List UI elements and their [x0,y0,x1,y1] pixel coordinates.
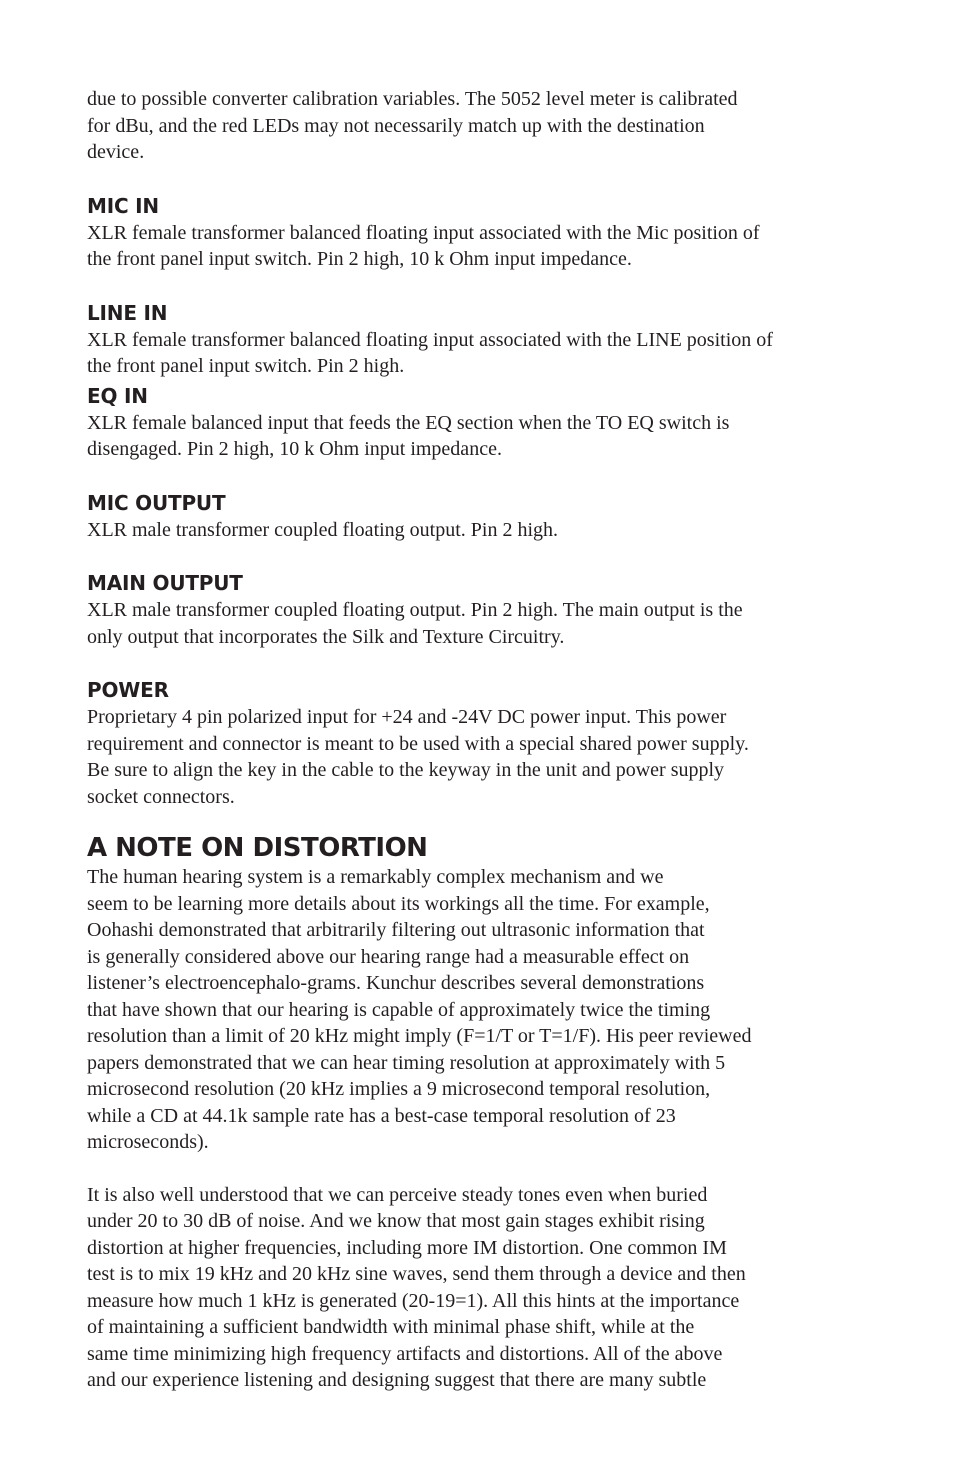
power-heading: POWER [87,678,169,702]
distortion-paragraph-1: The human hearing system is a remarkably complex mechanism and we seem to be learning more details about its workings all the time. For example, Oohashi demonstrated that arbitrarily filtering out ultrasonic information that is generally considered above our hearing range had a measurable effect on listener’s electroencephalo-grams. Kunchur describes several demonstrations that have shown that our hearing is capable of approximately twice the timing resolution than a limit of 20 kHz might imply (F=1/T or T=1/F). His peer reviewed papers demonstrated that we can hear timing resolution at approximately with 5 microsecond resolution (20 kHz implies a 9 microsecond temporal resolution, while a CD at 44.1k sample rate has a best-case temporal resolution of 23 microseconds). [87,866,752,1153]
distortion-paragraph-2: It is also well understood that we can perceive steady tones even when buried under 20 to 30 dB of noise. And we know that most gain stages exhibit rising distortion at higher frequencies, including more IM distortion. One common IM test is to mix 19 kHz and 20 kHz sine waves, send them through a device and then measure how much 1 kHz is generated (20-19=1). All this hints at the importance of maintaining a sufficient bandwidth with minimal phase shift, while at the same time minimizing high frequency artifacts and distortions. All of the above and our experience listening and designing suggest that there are many subtle [87,1183,746,1391]
power-description: Proprietary 4 pin polarized input for +24 and -24V DC power input. This power requirement and connector is meant to be used with a special shared power supply. Be sure to align the key in the cable to the keyway in the unit and power supply socket connectors. [87,706,749,808]
intro-paragraph: due to possible converter calibration variables. The 5052 level meter is calibrated for dBu, and the red LEDs may not necessarily match up with the destination device. [87,88,738,163]
main-output-description: XLR male transformer coupled floating output. Pin 2 high. The main output is the only output that incorporates the Silk and Texture Circuitry. [87,599,743,648]
eq-in-description: XLR female balanced input that feeds the EQ section when the TO EQ switch is disengaged. Pin 2 high, 10 k Ohm input impedance. [87,411,730,460]
line-in-heading: LINE IN [87,300,168,325]
eq-in-heading: EQ IN [87,383,148,408]
mic-in-description: XLR female transformer balanced floating input associated with the Mic position of the front panel input switch. Pin 2 high, 10 k Ohm input impedance. [87,221,760,270]
line-in-description: XLR female transformer balanced floating input associated with the LINE position of the front panel input switch. Pin 2 high. [87,328,773,377]
main-output-heading: MAIN OUTPUT [87,571,243,595]
distortion-heading: A NOTE ON DISTORTION [87,833,428,863]
mic-output-description: XLR male transformer coupled floating output. Pin 2 high. [87,518,559,541]
page-content [87,86,887,1394]
mic-in-heading: MIC IN [87,193,159,218]
mic-output-heading: MIC OUTPUT [87,490,226,515]
